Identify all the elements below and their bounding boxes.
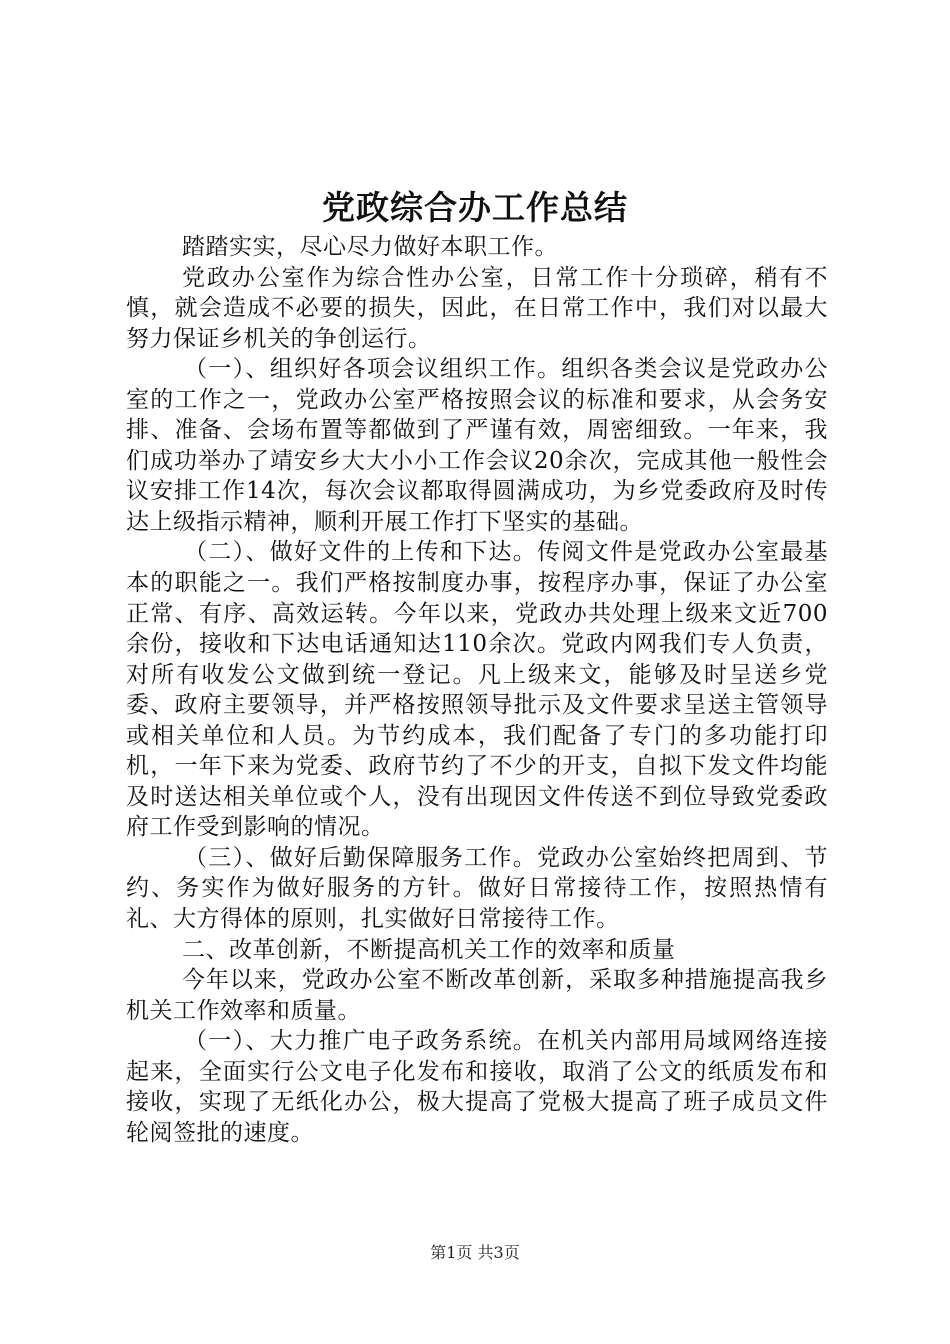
document-body xyxy=(126,232,828,1148)
paragraph-meetings: （一）、组织好各项会议组织工作。组织各类会议是党政办公室的工作之一，党政办公室严格按照会议的标准和要求，从会务安排、准备、会场布置等都做到了严谨有效，周密细致。一年来，我们成功举办了靖安乡大大小小工作会议20余次，完成其他一般性会议安排工作14次，每次会议都取得圆满成功，为乡党委政府及时传达上级指示精神，顺利开展工作打下坚实的基础。 xyxy=(126,356,828,535)
section-heading-reform: 二、改革创新，不断提高机关工作的效率和质量 xyxy=(182,936,676,963)
page-footer: 第1页 共3页 xyxy=(430,1243,520,1262)
paragraph-e-government: （一）、大力推广电子政务系统。在机关内部用局域网络连接起来，全面实行公文电子化发布和接收，取消了公文的纸质发布和接收，实现了无纸化办公，极大提高了党极大提高了班子成员文件轮阅签批的速度。 xyxy=(126,1028,828,1146)
paragraph-documents: （二）、做好文件的上传和下达。传阅文件是党政办公室最基本的职能之一。我们严格按制度办事，按程序办事，保证了办公室正常、有序、高效运转。今年以来，党政办共处理上级来文近700余份，接收和下达电话通知达110余次。党政内网我们专人负责，对所有收发公文做到统一登记。凡上级来文，能够及时呈送乡党委、政府主要领导，并严格按照领导批示及文件要求呈送主管领导或相关单位和人员。为节约成本，我们配备了专门的多功能打印机，一年下来为党委、政府节约了不少的开支，自拟下发文件均能及时送达相关单位或个人，没有出现因文件传送不到位导致党委政府工作受到影响的情况。 xyxy=(126,539,828,841)
paragraph-logistics: （三）、做好后勤保障服务工作。党政办公室始终把周到、节约、务实作为做好服务的方针。做好日常接待工作，按照热情有礼、大方得体的原则，扎实做好日常接待工作。 xyxy=(126,844,828,933)
paragraph-office-overview: 党政办公室作为综合性办公室，日常工作十分琐碎，稍有不慎，就会造成不必要的损失，因此，在日常工作中，我们对以最大努力保证乡机关的争创运行。 xyxy=(126,264,828,352)
paragraph-intro: 踏踏实实，尽心尽力做好本职工作。 xyxy=(182,234,558,260)
paragraph-reform-intro: 今年以来，党政办公室不断改革创新，采取多种措施提高我乡机关工作效率和质量。 xyxy=(126,967,828,1024)
document-title: 党政综合办工作总结 xyxy=(322,188,628,227)
